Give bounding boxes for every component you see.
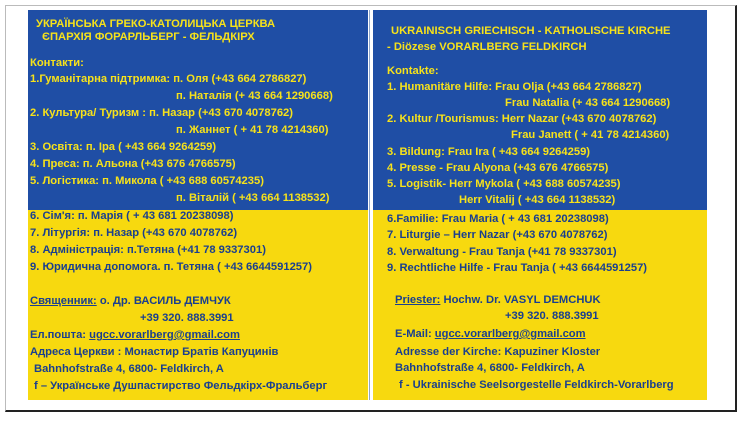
contacts-label: Kontakte: — [387, 65, 439, 77]
contact-line-1b: п. Наталія (+ 43 664 1290668) — [176, 90, 333, 102]
contact-line-2: 2. Kultur /Tourismus: Herr Nazar (+43 670 4078762) — [387, 113, 657, 125]
address-line-2: Bahnhofstraße 4, 6800- Feldkirch, A — [395, 362, 585, 374]
facebook-line: f – Українське Душпастирство Фельдкірх-Фральберг — [34, 380, 328, 392]
address-line-1: Adresse der Kirche: Kapuziner Kloster — [395, 346, 601, 358]
contact-line-1: 1. Humanitäre Hilfe: Frau Olja (+43 664 2786827) — [387, 81, 642, 93]
contact-line-8: 8. Адміністрація: п.Тетяна (+41 78 9337301) — [30, 244, 266, 256]
contact-line-4: 4. Преса: п. Альона (+43 676 4766575) — [30, 158, 236, 170]
contact-line-1b: Frau Natalia (+ 43 664 1290668) — [505, 97, 671, 109]
contact-line-7: 7. Літургія: п. Назар (+43 670 4078762) — [30, 227, 238, 239]
contact-line-4: 4. Presse - Frau Alyona (+43 676 4766575) — [387, 162, 609, 174]
church-title: УКРАЇНСЬКА ГРЕКО-КАТОЛИЦЬКА ЦЕРКВА — [36, 18, 276, 30]
email-link[interactable]: ugcc.vorarlberg@gmail.com — [434, 328, 586, 340]
address-line-2: Bahnhofstraße 4, 6800- Feldkirch, A — [34, 363, 224, 375]
email-label: E-Mail: — [395, 328, 435, 340]
eparchy-title: ЄПАРХІЯ ФОРАРЛЬБЕРГ - ФЕЛЬДКІРХ — [42, 31, 255, 43]
email-link[interactable]: ugcc.vorarlberg@gmail.com — [89, 329, 240, 341]
contact-line-8: 8. Verwaltung - Frau Tanja (+41 78 9337301) — [387, 246, 617, 258]
priest-phone: +39 320. 888.3991 — [140, 312, 234, 324]
contact-line-6: 6. Сім'я: п. Марія ( + 43 681 20238098) — [30, 210, 234, 222]
contact-line-2: 2. Культура/ Туризм : п. Назар (+43 670 4078762) — [30, 107, 293, 119]
priest-label: Священник: — [30, 295, 97, 307]
email-line — [30, 329, 240, 342]
contact-line-2b: Frau Janett ( + 41 78 4214360) — [511, 129, 670, 141]
contact-line-9: 9. Юридична допомога. п. Тетяна ( +43 6644591257) — [30, 261, 312, 273]
contact-line-6: 6.Familie: Frau Maria ( + 43 681 20238098) — [387, 213, 609, 225]
contact-line-3: 3. Освіта: п. Іра ( +43 664 9264259) — [30, 141, 217, 153]
priest-phone: +39 320. 888.3991 — [505, 310, 599, 322]
contact-line-3: 3. Bildung: Frau Ira ( +43 664 9264259) — [387, 146, 591, 158]
contact-line-2b: п. Жаннет ( + 41 78 4214360) — [176, 124, 329, 136]
priest-name: о. Др. ВАСИЛЬ ДЕМЧУК — [96, 295, 231, 307]
contact-line-9: 9. Rechtliche Hilfe - Frau Tanja ( +43 6644591257) — [387, 262, 648, 274]
diocese-title: - Diözese VORARLBERG FELDKIRCH — [387, 41, 587, 53]
right-panel-german — [373, 10, 707, 400]
contact-line-5: 5. Логістика: п. Микола ( +43 688 60574235) — [30, 175, 264, 187]
contact-line-5: 5. Logistik- Herr Mykola ( +43 688 60574235) — [387, 178, 621, 190]
email-label: Ел.пошта: — [30, 329, 90, 341]
address-line-1: Адреса Церкви : Монастир Братів Капуцинів — [30, 346, 279, 358]
church-title: UKRAINISCH GRIECHISCH - KATHOLISCHE KIRCHE — [391, 25, 671, 37]
facebook-line: f - Ukrainische Seelsorgestelle Feldkirch-Vorarlberg — [399, 379, 674, 391]
left-panel-ukrainian — [28, 10, 368, 400]
priest-label: Priester: — [395, 294, 441, 306]
priest-line — [395, 294, 601, 307]
center-divider — [369, 10, 370, 400]
contact-line-7: 7. Liturgie – Herr Nazar (+43 670 4078762) — [387, 229, 608, 241]
contacts-label: Контакти: — [30, 57, 84, 69]
email-line — [395, 328, 586, 341]
priest-name: Hochw. Dr. VASYL DEMCHUK — [440, 294, 601, 306]
contact-line-1: 1.Гуманітарна підтримка: п. Оля (+43 664 2786827) — [30, 73, 307, 85]
priest-line — [30, 295, 231, 308]
contact-line-5b: п. Віталій ( +43 664 1138532) — [176, 192, 330, 204]
contact-line-5b: Herr Vitalij ( +43 664 1138532) — [459, 194, 616, 206]
